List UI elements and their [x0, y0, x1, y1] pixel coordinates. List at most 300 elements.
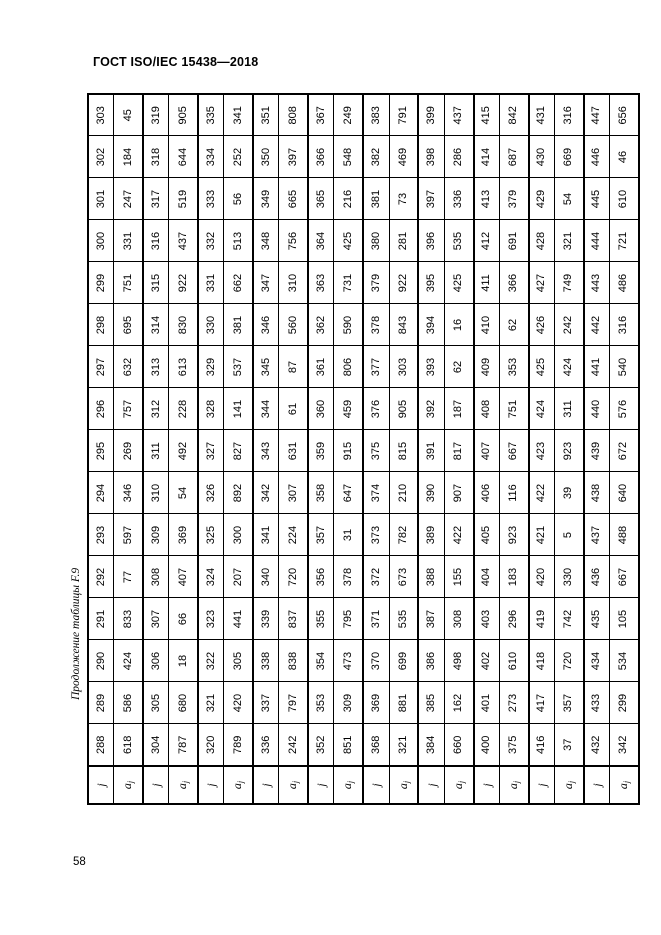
table-cell-j: 347 — [253, 262, 279, 304]
table-cell-j: 377 — [363, 346, 389, 388]
row-label-aj-subscript: j — [126, 780, 136, 784]
table-cell-aj: 105 — [609, 598, 639, 640]
table-cell-aj: 576 — [609, 388, 639, 430]
rotated-table-container — [87, 93, 640, 805]
row-label-aj-subscript: j — [291, 780, 301, 784]
table-cell-j: 413 — [474, 178, 500, 220]
table-cell-aj: 369 — [169, 514, 198, 556]
table-cell-aj: 662 — [224, 262, 253, 304]
table-cell-aj: 316 — [609, 304, 639, 346]
table-cell-j: 416 — [529, 724, 555, 766]
table-row-j — [198, 94, 224, 804]
table-cell-aj: 216 — [334, 178, 363, 220]
table-cell-j: 407 — [474, 430, 500, 472]
table-cell-aj: 420 — [224, 682, 253, 724]
table-cell-j: 418 — [529, 640, 555, 682]
table-cell-aj: 486 — [609, 262, 639, 304]
table-body — [88, 94, 639, 804]
table-cell-j: 340 — [253, 556, 279, 598]
row-label-aj — [609, 766, 639, 804]
table-cell-j: 328 — [198, 388, 224, 430]
table-cell-aj: 252 — [224, 136, 253, 178]
table-cell-j: 440 — [584, 388, 610, 430]
table-cell-aj: 695 — [114, 304, 143, 346]
table-cell-aj: 756 — [279, 220, 308, 262]
row-label-aj-base: a — [120, 783, 135, 790]
table-cell-aj: 56 — [224, 178, 253, 220]
table-cell-j: 361 — [308, 346, 334, 388]
row-label-aj-base: a — [450, 783, 465, 790]
table-cell-aj: 425 — [334, 220, 363, 262]
table-cell-j: 434 — [584, 640, 610, 682]
table-cell-j: 423 — [529, 430, 555, 472]
table-cell-aj: 469 — [389, 136, 418, 178]
table-cell-j: 304 — [143, 724, 169, 766]
document-header-standard-number: ГОСТ ISO/IEC 15438—2018 — [93, 55, 259, 69]
table-cell-aj: 379 — [499, 178, 528, 220]
table-cell-j: 384 — [418, 724, 444, 766]
table-cell-aj: 357 — [554, 682, 583, 724]
table-cell-aj: 782 — [389, 514, 418, 556]
table-cell-j: 392 — [418, 388, 444, 430]
table-cell-aj: 331 — [114, 220, 143, 262]
table-cell-j: 322 — [198, 640, 224, 682]
row-label-j: j — [584, 766, 610, 804]
table-cell-aj: 307 — [279, 472, 308, 514]
table-cell-aj: 842 — [499, 94, 528, 136]
table-cell-j: 410 — [474, 304, 500, 346]
row-label-aj — [169, 766, 198, 804]
table-cell-aj: 299 — [609, 682, 639, 724]
table-cell-j: 310 — [143, 472, 169, 514]
table-cell-aj: 923 — [554, 430, 583, 472]
table-cell-j: 335 — [198, 94, 224, 136]
table-cell-aj: 247 — [114, 178, 143, 220]
table-cell-aj: 751 — [114, 262, 143, 304]
row-label-aj-subscript: j — [401, 780, 411, 784]
table-cell-j: 424 — [529, 388, 555, 430]
table-cell-aj: 459 — [334, 388, 363, 430]
table-cell-aj: 731 — [334, 262, 363, 304]
row-label-j: j — [143, 766, 169, 804]
table-cell-aj: 838 — [279, 640, 308, 682]
row-label-aj-subscript: j — [346, 780, 356, 784]
table-row-aj — [444, 94, 473, 804]
table-cell-aj: 441 — [224, 598, 253, 640]
row-label-j: j — [88, 766, 114, 804]
table-cell-aj: 224 — [279, 514, 308, 556]
table-cell-aj: 540 — [609, 346, 639, 388]
table-cell-j: 332 — [198, 220, 224, 262]
table-cell-aj: 249 — [334, 94, 363, 136]
table-cell-j: 389 — [418, 514, 444, 556]
table-cell-aj: 228 — [169, 388, 198, 430]
table-cell-j: 395 — [418, 262, 444, 304]
table-cell-j: 406 — [474, 472, 500, 514]
table-row-j — [474, 94, 500, 804]
page-number: 58 — [73, 856, 86, 868]
table-cell-j: 363 — [308, 262, 334, 304]
table-cell-aj: 39 — [554, 472, 583, 514]
row-label-aj — [334, 766, 363, 804]
table-row-aj — [554, 94, 583, 804]
row-label-aj-subscript: j — [511, 780, 521, 784]
table-cell-j: 358 — [308, 472, 334, 514]
table-cell-aj: 492 — [169, 430, 198, 472]
table-cell-j: 374 — [363, 472, 389, 514]
table-cell-aj: 330 — [554, 556, 583, 598]
table-cell-aj: 183 — [499, 556, 528, 598]
row-label-aj-base: a — [560, 783, 575, 790]
row-label-aj — [279, 766, 308, 804]
table-cell-j: 327 — [198, 430, 224, 472]
table-cell-aj: 141 — [224, 388, 253, 430]
table-cell-aj: 610 — [609, 178, 639, 220]
table-cell-aj: 827 — [224, 430, 253, 472]
table-cell-j: 443 — [584, 262, 610, 304]
table-cell-j: 353 — [308, 682, 334, 724]
table-cell-j: 316 — [143, 220, 169, 262]
table-cell-aj: 210 — [389, 472, 418, 514]
row-label-aj — [389, 766, 418, 804]
table-cell-j: 313 — [143, 346, 169, 388]
table-cell-j: 336 — [253, 724, 279, 766]
table-cell-aj: 795 — [334, 598, 363, 640]
table-cell-aj: 54 — [554, 178, 583, 220]
table-cell-aj: 881 — [389, 682, 418, 724]
table-cell-aj: 851 — [334, 724, 363, 766]
table-cell-j: 405 — [474, 514, 500, 556]
table-cell-aj: 375 — [499, 724, 528, 766]
table-cell-aj: 303 — [389, 346, 418, 388]
table-row-j — [308, 94, 334, 804]
table-cell-aj: 721 — [609, 220, 639, 262]
table-cell-j: 305 — [143, 682, 169, 724]
table-cell-j: 442 — [584, 304, 610, 346]
table-cell-aj: 308 — [444, 598, 473, 640]
row-label-aj-base: a — [340, 783, 355, 790]
table-cell-aj: 535 — [389, 598, 418, 640]
table-cell-aj: 187 — [444, 388, 473, 430]
table-cell-j: 432 — [584, 724, 610, 766]
table-cell-aj: 155 — [444, 556, 473, 598]
table-cell-aj: 691 — [499, 220, 528, 262]
table-cell-j: 290 — [88, 640, 114, 682]
table-cell-j: 368 — [363, 724, 389, 766]
table-cell-aj: 833 — [114, 598, 143, 640]
table-cell-j: 421 — [529, 514, 555, 556]
table-cell-j: 430 — [529, 136, 555, 178]
table-row-j — [584, 94, 610, 804]
table-cell-aj: 699 — [389, 640, 418, 682]
table-cell-aj: 560 — [279, 304, 308, 346]
table-cell-j: 370 — [363, 640, 389, 682]
table-row-j — [363, 94, 389, 804]
table-cell-j: 445 — [584, 178, 610, 220]
table-cell-j: 324 — [198, 556, 224, 598]
table-cell-j: 385 — [418, 682, 444, 724]
table-cell-j: 308 — [143, 556, 169, 598]
table-row-j — [529, 94, 555, 804]
table-cell-aj: 341 — [224, 94, 253, 136]
table-cell-j: 437 — [584, 514, 610, 556]
table-cell-aj: 31 — [334, 514, 363, 556]
table-cell-aj: 310 — [279, 262, 308, 304]
table-cell-aj: 513 — [224, 220, 253, 262]
table-cell-j: 375 — [363, 430, 389, 472]
row-label-aj-base: a — [505, 783, 520, 790]
table-cell-aj: 16 — [444, 304, 473, 346]
table-cell-j: 379 — [363, 262, 389, 304]
row-label-aj — [224, 766, 253, 804]
table-cell-j: 351 — [253, 94, 279, 136]
table-cell-j: 362 — [308, 304, 334, 346]
row-label-aj-base: a — [285, 783, 300, 790]
table-cell-aj: 673 — [389, 556, 418, 598]
table-cell-j: 299 — [88, 262, 114, 304]
table-cell-aj: 207 — [224, 556, 253, 598]
table-row-j — [143, 94, 169, 804]
table-cell-j: 341 — [253, 514, 279, 556]
table-cell-j: 346 — [253, 304, 279, 346]
row-label-j: j — [474, 766, 500, 804]
table-row-aj — [334, 94, 363, 804]
table-cell-aj: 680 — [169, 682, 198, 724]
table-cell-j: 333 — [198, 178, 224, 220]
table-cell-j: 367 — [308, 94, 334, 136]
table-cell-j: 414 — [474, 136, 500, 178]
table-cell-j: 383 — [363, 94, 389, 136]
table-cell-aj: 77 — [114, 556, 143, 598]
table-cell-j: 306 — [143, 640, 169, 682]
table-cell-j: 297 — [88, 346, 114, 388]
table-cell-aj: 422 — [444, 514, 473, 556]
table-cell-j: 404 — [474, 556, 500, 598]
table-cell-j: 330 — [198, 304, 224, 346]
row-label-aj-base: a — [175, 783, 190, 790]
table-f9 — [87, 93, 640, 805]
table-row-aj — [279, 94, 308, 804]
table-cell-j: 352 — [308, 724, 334, 766]
table-cell-j: 292 — [88, 556, 114, 598]
row-label-j: j — [529, 766, 555, 804]
table-cell-aj: 378 — [334, 556, 363, 598]
table-cell-j: 426 — [529, 304, 555, 346]
table-cell-j: 298 — [88, 304, 114, 346]
table-cell-j: 337 — [253, 682, 279, 724]
table-cell-aj: 437 — [169, 220, 198, 262]
table-cell-j: 435 — [584, 598, 610, 640]
table-cell-j: 344 — [253, 388, 279, 430]
row-label-j: j — [363, 766, 389, 804]
table-cell-j: 300 — [88, 220, 114, 262]
table-cell-aj: 720 — [279, 556, 308, 598]
table-cell-j: 433 — [584, 682, 610, 724]
table-cell-j: 439 — [584, 430, 610, 472]
table-cell-aj: 45 — [114, 94, 143, 136]
table-cell-aj: 425 — [444, 262, 473, 304]
table-cell-aj: 73 — [389, 178, 418, 220]
row-label-aj-base: a — [615, 783, 630, 790]
table-cell-aj: 660 — [444, 724, 473, 766]
table-row-aj — [609, 94, 639, 804]
table-cell-j: 409 — [474, 346, 500, 388]
table-cell-j: 398 — [418, 136, 444, 178]
table-cell-j: 393 — [418, 346, 444, 388]
table-cell-aj: 242 — [279, 724, 308, 766]
table-cell-j: 348 — [253, 220, 279, 262]
row-label-aj — [444, 766, 473, 804]
table-cell-j: 419 — [529, 598, 555, 640]
table-cell-aj: 269 — [114, 430, 143, 472]
table-cell-j: 415 — [474, 94, 500, 136]
table-cell-aj: 915 — [334, 430, 363, 472]
row-label-j: j — [308, 766, 334, 804]
table-cell-j: 427 — [529, 262, 555, 304]
table-cell-aj: 305 — [224, 640, 253, 682]
table-cell-aj: 162 — [444, 682, 473, 724]
table-cell-j: 372 — [363, 556, 389, 598]
table-cell-aj: 806 — [334, 346, 363, 388]
table-cell-aj: 815 — [389, 430, 418, 472]
table-cell-aj: 488 — [609, 514, 639, 556]
table-cell-aj: 667 — [609, 556, 639, 598]
table-cell-aj: 742 — [554, 598, 583, 640]
table-cell-aj: 353 — [499, 346, 528, 388]
table-cell-aj: 787 — [169, 724, 198, 766]
table-cell-j: 354 — [308, 640, 334, 682]
table-cell-aj: 631 — [279, 430, 308, 472]
table-cell-j: 288 — [88, 724, 114, 766]
table-cell-j: 444 — [584, 220, 610, 262]
table-cell-aj: 837 — [279, 598, 308, 640]
table-cell-aj: 590 — [334, 304, 363, 346]
table-cell-j: 318 — [143, 136, 169, 178]
table-cell-aj: 797 — [279, 682, 308, 724]
table-cell-aj: 46 — [609, 136, 639, 178]
table-row-j — [418, 94, 444, 804]
table-cell-j: 371 — [363, 598, 389, 640]
table-cell-j: 412 — [474, 220, 500, 262]
table-cell-aj: 613 — [169, 346, 198, 388]
table-cell-j: 349 — [253, 178, 279, 220]
table-cell-j: 321 — [198, 682, 224, 724]
table-cell-aj: 37 — [554, 724, 583, 766]
table-cell-j: 345 — [253, 346, 279, 388]
table-cell-aj: 586 — [114, 682, 143, 724]
table-cell-j: 365 — [308, 178, 334, 220]
row-label-aj-subscript: j — [566, 780, 576, 784]
table-cell-j: 320 — [198, 724, 224, 766]
table-cell-aj: 407 — [169, 556, 198, 598]
table-cell-j: 397 — [418, 178, 444, 220]
row-label-aj-subscript: j — [181, 780, 191, 784]
table-cell-aj: 300 — [224, 514, 253, 556]
table-cell-aj: 437 — [444, 94, 473, 136]
table-cell-j: 315 — [143, 262, 169, 304]
table-cell-j: 376 — [363, 388, 389, 430]
table-cell-aj: 647 — [334, 472, 363, 514]
table-cell-aj: 286 — [444, 136, 473, 178]
row-label-aj-subscript: j — [621, 780, 631, 784]
table-cell-j: 380 — [363, 220, 389, 262]
table-cell-j: 331 — [198, 262, 224, 304]
table-cell-j: 438 — [584, 472, 610, 514]
table-cell-aj: 923 — [499, 514, 528, 556]
table-cell-j: 293 — [88, 514, 114, 556]
table-cell-aj: 907 — [444, 472, 473, 514]
table-cell-j: 307 — [143, 598, 169, 640]
table-cell-j: 303 — [88, 94, 114, 136]
table-cell-j: 400 — [474, 724, 500, 766]
table-cell-j: 411 — [474, 262, 500, 304]
table-cell-j: 378 — [363, 304, 389, 346]
table-cell-j: 403 — [474, 598, 500, 640]
table-cell-aj: 610 — [499, 640, 528, 682]
table-cell-j: 428 — [529, 220, 555, 262]
table-cell-j: 356 — [308, 556, 334, 598]
table-cell-aj: 66 — [169, 598, 198, 640]
table-cell-j: 291 — [88, 598, 114, 640]
table-cell-aj: 672 — [609, 430, 639, 472]
table-cell-j: 309 — [143, 514, 169, 556]
table-cell-aj: 316 — [554, 94, 583, 136]
table-cell-aj: 342 — [609, 724, 639, 766]
table-cell-aj: 656 — [609, 94, 639, 136]
table-cell-j: 289 — [88, 682, 114, 724]
table-cell-aj: 61 — [279, 388, 308, 430]
table-cell-aj: 5 — [554, 514, 583, 556]
table-cell-aj: 424 — [554, 346, 583, 388]
table-cell-aj: 905 — [389, 388, 418, 430]
table-cell-aj: 296 — [499, 598, 528, 640]
table-cell-aj: 922 — [169, 262, 198, 304]
row-label-aj-subscript: j — [456, 780, 466, 784]
table-cell-aj: 548 — [334, 136, 363, 178]
row-label-aj — [499, 766, 528, 804]
table-cell-aj: 87 — [279, 346, 308, 388]
table-cell-j: 323 — [198, 598, 224, 640]
table-cell-aj: 644 — [169, 136, 198, 178]
table-cell-j: 446 — [584, 136, 610, 178]
table-cell-j: 387 — [418, 598, 444, 640]
table-cell-j: 314 — [143, 304, 169, 346]
table-cell-aj: 273 — [499, 682, 528, 724]
table-cell-j: 339 — [253, 598, 279, 640]
table-cell-aj: 62 — [499, 304, 528, 346]
table-cell-aj: 751 — [499, 388, 528, 430]
table-cell-aj: 381 — [224, 304, 253, 346]
table-cell-aj: 757 — [114, 388, 143, 430]
table-cell-j: 417 — [529, 682, 555, 724]
row-label-aj — [554, 766, 583, 804]
table-cell-j: 394 — [418, 304, 444, 346]
table-cell-j: 326 — [198, 472, 224, 514]
table-cell-aj: 242 — [554, 304, 583, 346]
table-cell-j: 295 — [88, 430, 114, 472]
table-cell-j: 364 — [308, 220, 334, 262]
table-cell-aj: 618 — [114, 724, 143, 766]
table-cell-j: 311 — [143, 430, 169, 472]
table-row-aj — [389, 94, 418, 804]
table-cell-aj: 281 — [389, 220, 418, 262]
table-cell-j: 429 — [529, 178, 555, 220]
table-cell-j: 319 — [143, 94, 169, 136]
table-cell-j: 431 — [529, 94, 555, 136]
table-cell-j: 366 — [308, 136, 334, 178]
table-cell-aj: 321 — [389, 724, 418, 766]
table-cell-j: 359 — [308, 430, 334, 472]
